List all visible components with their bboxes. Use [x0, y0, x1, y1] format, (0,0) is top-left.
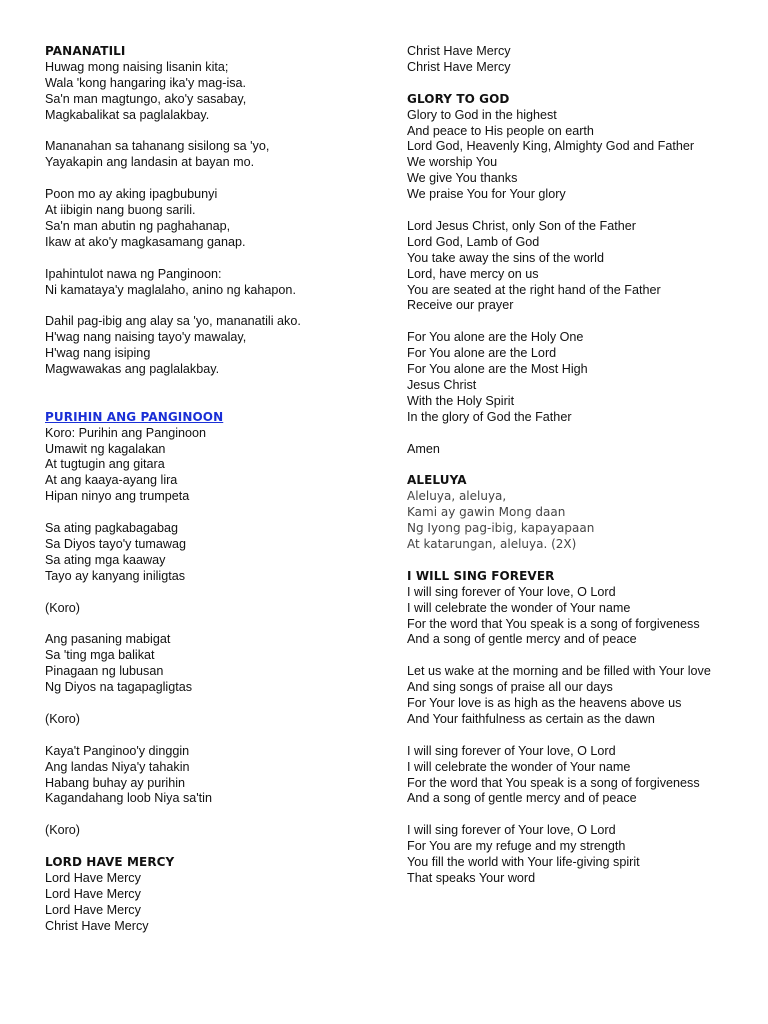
- lyric-line: With the Holy Spirit: [407, 393, 515, 408]
- song-title: GLORY TO GOD: [407, 91, 510, 106]
- lyric-line: And Your faithfulness as certain as the dawn: [407, 711, 655, 726]
- lyric-line: At iibigin nang buong sarili.: [45, 203, 196, 218]
- lyric-line: Poon mo ay aking ipagbubunyi: [45, 187, 218, 202]
- lyric-line: Lord Have Mercy: [45, 886, 141, 901]
- lyric-line: Wala 'kong hangaring ika'y mag-isa.: [45, 75, 247, 90]
- lyric-line: Ng Iyong pag-ibig, kapayapaan: [407, 521, 595, 536]
- song-i-will-sing-forever: [407, 569, 747, 887]
- lyric-line: I will celebrate the wonder of Your name: [407, 759, 631, 774]
- lyric-line: We give You thanks: [407, 171, 518, 186]
- lyric-line: Umawit ng kagalakan: [45, 441, 166, 456]
- lyric-line: Magkabalikat sa paglalakbay.: [45, 107, 210, 122]
- lyric-line: Huwag mong naising lisanin kita;: [45, 59, 229, 74]
- lyric-line: Sa ating mga kaaway: [45, 552, 166, 567]
- lyric-line: For the word that You speak is a song of forgiveness: [407, 775, 700, 790]
- lyric-line: Ipahintulot nawa ng Panginoon:: [45, 266, 222, 281]
- lyric-line: You take away the sins of the world: [407, 250, 604, 265]
- song-lord-have-mercy: [45, 855, 375, 935]
- lyric-line: Sa'n man abutin ng paghahanap,: [45, 218, 231, 233]
- lyric-line: Pinagaan ng lubusan: [45, 664, 164, 679]
- lyric-line: For Your love is as high as the heavens above us: [407, 696, 682, 711]
- lyric-line: Yayakapin ang landasin at bayan mo.: [45, 155, 255, 170]
- lyric-line: Christ Have Mercy: [407, 44, 511, 58]
- lyric-line: You are seated at the right hand of the Father: [407, 282, 661, 297]
- lyric-line: At ang kaaya-ayang lira: [45, 473, 178, 488]
- lyric-line: Sa ating pagkabagabag: [45, 521, 179, 536]
- lyric-line: At tugtugin ang gitara: [45, 457, 165, 472]
- song-aleluya: [407, 473, 747, 553]
- song-title-link[interactable]: PURIHIN ANG PANGINOON: [45, 409, 224, 424]
- lyric-line: I will sing forever of Your love, O Lord: [407, 743, 616, 758]
- lyric-line: Lord God, Heavenly King, Almighty God and Father: [407, 139, 695, 154]
- lyric-line: I will sing forever of Your love, O Lord: [407, 584, 616, 599]
- lyric-line: For the word that You speak is a song of forgiveness: [407, 616, 700, 631]
- lyric-line: Kami ay gawin Mong daan: [407, 505, 566, 520]
- lyric-line: Dahil pag-ibig ang alay sa 'yo, mananatili ako.: [45, 314, 301, 329]
- lyric-line: Sa 'ting mga balikat: [45, 648, 155, 663]
- song-title: LORD HAVE MERCY: [45, 855, 175, 870]
- song-purihin: [45, 410, 375, 839]
- lyric-line: We worship You: [407, 155, 498, 170]
- lyric-line: Ng Diyos na tagapagligtas: [45, 680, 193, 695]
- lyric-line: I will sing forever of Your love, O Lord: [407, 823, 616, 838]
- lyric-line: Koro: Purihin ang Panginoon: [45, 425, 207, 440]
- lyric-line: For You are my refuge and my strength: [407, 839, 626, 854]
- lyric-line: Christ Have Mercy: [45, 918, 149, 933]
- lyric-line: Let us wake at the morning and be filled with Your love: [407, 664, 711, 679]
- song-title: ALELUYA: [407, 473, 467, 488]
- song-glory-to-god: [407, 92, 747, 458]
- lyric-line: That speaks Your word: [407, 870, 536, 885]
- lyric-line: Habang buhay ay purihin: [45, 775, 186, 790]
- lyric-line: Tayo ay kanyang iniligtas: [45, 568, 186, 583]
- lyric-line: Kaya't Panginoo'y dinggin: [45, 743, 190, 758]
- lyric-line: For You alone are the Lord: [407, 346, 557, 361]
- lyric-line: Lord, have mercy on us: [407, 266, 539, 281]
- lyric-line: Lord Have Mercy: [45, 902, 141, 917]
- song-pananatili: [45, 44, 375, 378]
- lyric-line: Amen: [407, 441, 440, 456]
- lyric-line: And a song of gentle mercy and of peace: [407, 791, 637, 806]
- chorus-marker: (Koro): [45, 600, 80, 615]
- lyric-line: At katarungan, aleluya. (2X): [407, 537, 577, 552]
- lyric-line: Aleluya, aleluya,: [407, 489, 507, 504]
- lyric-line: I will celebrate the wonder of Your name: [407, 600, 631, 615]
- lyric-line: Mananahan sa tahanang sisilong sa 'yo,: [45, 139, 270, 154]
- lyric-line: Christ Have Mercy: [407, 59, 511, 74]
- lyric-line: Hipan ninyo ang trumpeta: [45, 489, 190, 504]
- lyric-line: Jesus Christ: [407, 377, 477, 392]
- lyric-line: Sa'n man magtungo, ako'y sasabay,: [45, 91, 247, 106]
- lyric-line: And a song of gentle mercy and of peace: [407, 632, 637, 647]
- lyric-line: Lord God, Lamb of God: [407, 234, 540, 249]
- lyric-line: Ni kamataya'y maglalaho, anino ng kahapon.: [45, 282, 296, 297]
- chorus-marker: (Koro): [45, 823, 80, 838]
- lyric-line: Lord Jesus Christ, only Son of the Father: [407, 218, 636, 233]
- lyric-line: In the glory of God the Father: [407, 409, 572, 424]
- song-title: PANANATILI: [45, 44, 126, 58]
- right-column: [407, 44, 747, 887]
- song-title: I WILL SING FOREVER: [407, 568, 555, 583]
- lyric-line: And peace to His people on earth: [407, 123, 594, 138]
- lyric-line: Ang landas Niya'y tahakin: [45, 759, 190, 774]
- lyric-line: H'wag nang isiping: [45, 346, 151, 361]
- lyric-line: Sa Diyos tayo'y tumawag: [45, 537, 186, 551]
- lyric-line: Receive our prayer: [407, 298, 514, 313]
- lyric-line: Ang pasaning mabigat: [45, 632, 171, 647]
- lyric-line: You fill the world with Your life-giving spirit: [407, 855, 640, 870]
- lyric-line: Kagandahang loob Niya sa'tin: [45, 791, 212, 806]
- lyric-line: And sing songs of praise all our days: [407, 680, 613, 695]
- lyric-line: We praise You for Your glory: [407, 187, 566, 202]
- lyric-line: Lord Have Mercy: [45, 870, 141, 885]
- chorus-marker: (Koro): [45, 711, 80, 726]
- lyric-line: Magwawakas ang paglalakbay.: [45, 362, 220, 377]
- lyric-line: Glory to God in the highest: [407, 107, 557, 122]
- lyric-line: Ikaw at ako'y magkasamang ganap.: [45, 234, 246, 249]
- lyric-line: For You alone are the Most High: [407, 362, 588, 377]
- lyric-line: H'wag nang naising tayo'y mawalay,: [45, 330, 247, 345]
- lyric-line: For You alone are the Holy One: [407, 330, 584, 345]
- left-column: [45, 44, 375, 935]
